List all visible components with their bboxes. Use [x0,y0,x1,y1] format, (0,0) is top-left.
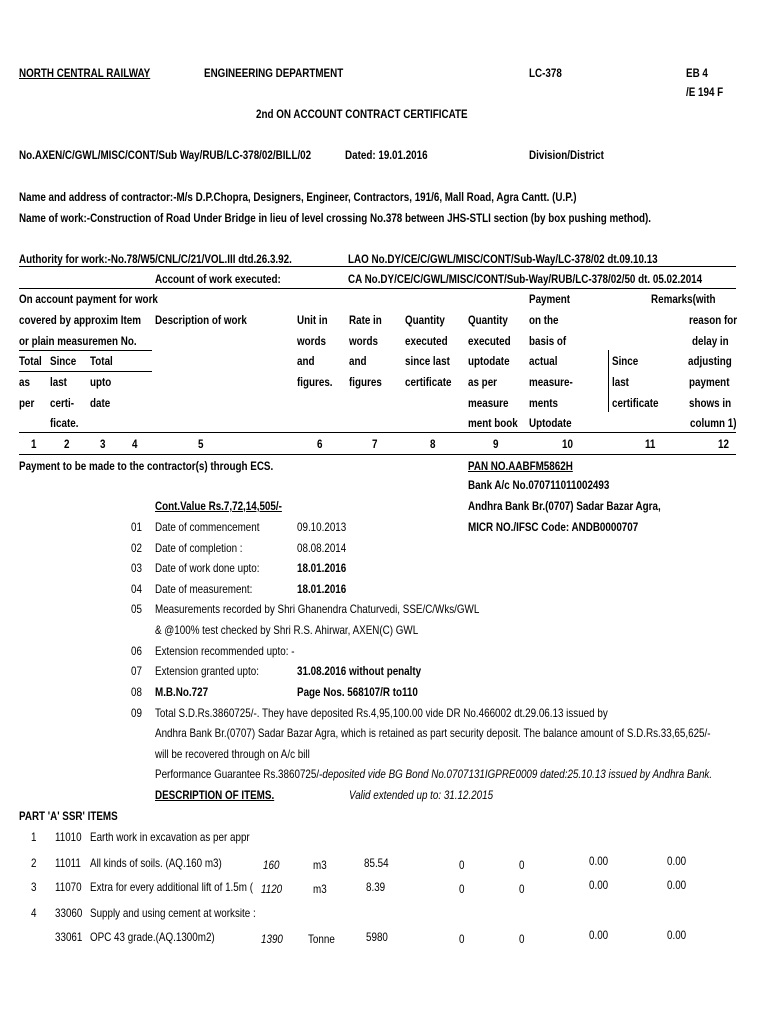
account-heading: Account of work executed: [155,272,281,286]
item-sl: 3 [31,880,37,894]
item-rate: 8.39 [366,880,386,894]
qty-upto-head-5: measure [468,396,509,410]
remarks-head-5: payment [689,375,730,389]
remarks-head-3: delay in [692,334,729,348]
item-code: 11070 [55,880,82,894]
qty-upto-head-2: executed [468,334,511,348]
detail-label: Date of completion : [155,541,243,555]
item-unit: m3 [313,882,327,896]
division-label: Division/District [529,148,604,162]
certificate-date: Dated: 19.01.2016 [345,148,428,162]
payment-head-7: Uptodate [529,416,572,430]
contract-value: Cont.Value Rs.7,72,14,505/- [155,499,282,513]
micr-code: MICR NO./IFSC Code: ANDB0000707 [468,520,639,534]
qty-since-head-2: executed [405,334,448,348]
ecs-payment-note: Payment to be made to the contractor(s) through ECS. [19,459,274,473]
authority-rule [19,266,736,267]
col-number: 2 [64,437,70,451]
item-quantity: 1120 [261,882,283,896]
item-code: 11010 [55,830,82,844]
bank-branch: Andhra Bank Br.(0707) Sadar Bazar Agra, [468,499,661,513]
detail-label: Extension granted upto: [155,664,259,678]
item-description: All kinds of soils. (AQ.160 m3) [90,856,222,870]
remarks-head-1: Remarks(with [651,292,716,306]
payment-head-4: actual [529,354,558,368]
subtotal-rule [19,371,152,372]
remarks-head-4: adjusting [688,354,732,368]
detail-value: 31.08.2016 without penalty [297,664,422,678]
detail-number: 01 [131,520,142,534]
detail-label: Date of work done upto: [155,561,260,575]
item-qty-since: 0 [459,932,465,946]
qty-upto-head-3: uptodate [468,354,510,368]
sd-line-2: Andhra Bank Br.(0707) Sadar Bazar Agra, which is retained as part security deposit. The balance amount of S.D.Rs.33,65,625/- [155,726,711,740]
rate-head-3: and [349,354,367,368]
item-code: 11011 [55,856,81,870]
item-sl: 4 [31,906,37,920]
authority-line: Authority for work:-No.78/W5/CNL/C/21/VOL.III dtd.26.3.92. [19,252,292,266]
pg-details: deposited vide BG Bond No.0707131IGPRE0009 dated:25.10.13 issued by Andhra Bank. [322,767,713,781]
ca-line: CA No.DY/CE/C/GWL/MISC/CONT/Sub-Way/RUB/LC-378/02/50 dt. 05.02.2014 [348,272,703,286]
contractor-name: Name and address of contractor:-M/s D.P.Chopra, Designers, Engineer, Contractors, 191/6, Mall Road, Agra Cantt. (U.P.) [19,190,577,204]
detail-label: Date of commencement [155,520,260,534]
qty-since-head-1: Quantity [405,313,445,327]
work-name: Name of work:-Construction of Road Under Bridge in lieu of level crossing No.378 between JHS-STLI section (by box pushing method). [19,211,652,225]
pg-amount: Performance Guarantee Rs.3860725/- [155,767,323,781]
qty-upto-head-1: Quantity [468,313,508,327]
col-number: 11 [645,437,656,451]
item-qty-upto: 0 [519,858,525,872]
description-head: Description of work [155,313,247,327]
total-label-2: Total [90,354,113,368]
last-label: last [50,375,67,389]
department-name: ENGINEERING DEPARTMENT [204,66,344,80]
detail-value: Page Nos. 568107/R to110 [297,685,418,699]
col-number: 9 [493,437,499,451]
detail-number: 04 [131,582,142,596]
col-number: 1 [31,437,37,451]
remarks-head-7: column 1) [690,416,737,430]
bank-account: Bank A/c No.070711011002493 [468,478,610,492]
detail-number: 02 [131,541,142,555]
col-number: 7 [372,437,378,451]
total-label-1: Total [19,354,42,368]
unit-head-3: and [297,354,315,368]
item-sl: 2 [31,856,37,870]
payment-head-5: measure- [529,375,573,389]
col-number: 10 [562,437,573,451]
detail-number: 08 [131,685,142,699]
validity-note: Valid extended up to: 31.12.2015 [349,788,494,802]
detail-number: 06 [131,644,142,658]
since-cert-head-1: Since [612,354,639,368]
item-payment-upto: 0.00 [589,854,609,868]
since-cert-head-3: certificate [612,396,659,410]
as-label: as [19,375,30,389]
sd-number: 09 [131,706,142,720]
since-label: Since [50,354,77,368]
payment-head-2: on the [529,313,559,327]
item-payment-since: 0.00 [667,854,687,868]
unit-head-1: Unit in [297,313,328,327]
item-sl: 1 [31,830,37,844]
detail-label: Measurements recorded by Shri Ghanendra Chaturvedi, SSE/C/Wks/GWL [155,602,480,616]
remarks-head-2: reason for [689,313,738,327]
sd-line-1: Total S.D.Rs.3860725/-. They have deposited Rs.4,95,100.00 vide DR No.466002 dt.29.06.13 issued by [155,706,608,720]
since-cert-head-2: last [612,375,629,389]
detail-number: 05 [131,602,142,616]
detail-number: 07 [131,664,142,678]
col-number: 4 [132,437,138,451]
payment-head-6: ments [529,396,558,410]
item-unit: m3 [313,858,327,872]
item-payment-since: 0.00 [667,878,687,892]
item-qty-upto: 0 [519,932,525,946]
part-a-heading: PART 'A' SSR' ITEMS [19,809,118,823]
item-rate: 5980 [366,930,388,944]
qty-since-head-3: since last [405,354,450,368]
item-code: 33061 [55,930,83,944]
item-quantity: 160 [263,858,280,872]
detail-value: 18.01.2016 [297,561,347,575]
item-qty-since: 0 [459,858,465,872]
rate-head-4: figures [349,375,382,389]
col1-head-1: On account payment for work [19,292,158,306]
col-number: 12 [718,437,729,451]
col-number: 5 [198,437,204,451]
detail-label: Date of measurement: [155,582,253,596]
payment-head-3: basis of [529,334,567,348]
description-of-items: DESCRIPTION OF ITEMS. [155,788,275,802]
item-unit: Tonne [308,932,335,946]
performance-guarantee [155,767,712,781]
item-quantity: 1390 [261,932,283,946]
item-code: 33060 [55,906,83,920]
remarks-head-6: shows in [689,396,732,410]
form-code: /E 194 F [686,85,724,99]
lc-number: LC-378 [529,66,562,80]
item-qty-upto: 0 [519,882,525,896]
unit-head-2: words [297,334,326,348]
detail-label: Extension recommended upto: - [155,644,295,658]
col-number: 6 [317,437,323,451]
item-qty-since: 0 [459,882,465,896]
col-number: 8 [430,437,436,451]
item-description: OPC 43 grade.(AQ.1300m2) [90,930,215,944]
item-description: Earth work in excavation as per appr [90,830,250,844]
certi-label: certi- [50,396,75,410]
col1-head-3: or plain measuremen No. [19,334,137,348]
item-description: Extra for every additional lift of 1.5m ( [90,880,253,894]
col1-head-2: covered by approxim Item [19,313,141,327]
ficate-label: ficate. [50,416,79,430]
detail-number: 03 [131,561,142,575]
item-payment-upto: 0.00 [589,928,609,942]
qty-upto-head-4: as per [468,375,497,389]
since-cert-divider [608,350,609,412]
eb-code: EB 4 [686,66,708,80]
certificate-number: No.AXEN/C/GWL/MISC/CONT/Sub Way/RUB/LC-378/02/BILL/02 [19,148,312,162]
sd-line-3: will be recovered through on A/c bill [155,747,310,761]
detail-value: 09.10.2013 [297,520,347,534]
rate-head-2: words [349,334,378,348]
unit-head-4: figures. [297,375,333,389]
qty-since-head-4: certificate [405,375,452,389]
payment-head-1: Payment [529,292,571,306]
qty-upto-head-6: ment book [468,416,518,430]
detail-value: 18.01.2016 [297,582,347,596]
item-description: Supply and using cement at worksite : [90,906,256,920]
total-rule [19,350,152,351]
item-rate: 85.54 [364,856,389,870]
lao-line: LAO No.DY/CE/C/GWL/MISC/CONT/Sub-Way/LC-378/02 dt.09.10.13 [348,252,658,266]
certificate-title: 2nd ON ACCOUNT CONTRACT CERTIFICATE [256,107,468,121]
detail-label: & @100% test checked by Shri R.S. Ahirwar, AXEN(C) GWL [155,623,419,637]
item-payment-since: 0.00 [667,928,687,942]
railway-name: NORTH CENTRAL RAILWAY [19,66,151,80]
upto-label: upto [90,375,112,389]
detail-label: M.B.No.727 [155,685,209,699]
pan-number: PAN NO.AABFM5862H [468,459,573,473]
column-number-top-rule [19,432,736,433]
detail-value: 08.08.2014 [297,541,347,555]
table-top-rule [19,288,736,289]
col-number: 3 [100,437,106,451]
date-label: date [90,396,111,410]
column-number-bottom-rule [19,454,736,455]
rate-head-1: Rate in [349,313,382,327]
per-label: per [19,396,35,410]
item-payment-upto: 0.00 [589,878,609,892]
